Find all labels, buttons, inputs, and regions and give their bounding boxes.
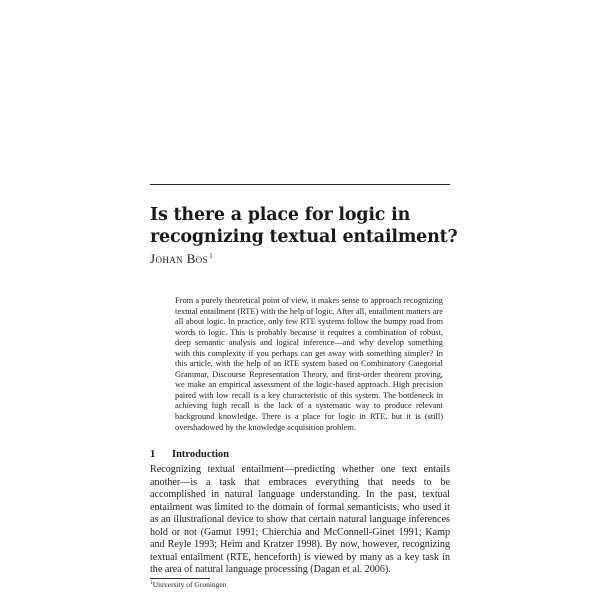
header-rule [150, 184, 450, 185]
section-title: Introduction [172, 449, 229, 460]
author-name: Johan Bos [150, 251, 209, 266]
author-footnote-mark: 1 [209, 252, 213, 260]
author-line [150, 251, 213, 267]
section-body: Recognizing textual entailment—predicting whether one text entails another—is a task that embraces everything that needs to be accomplished in natural language understanding. In the past, textual entailment was limited to the domain of formal semanticists, who used it as an illustrational device to show that certain natural language inferences hold or not (Gamut 1991; Chierchia and McConnell-Ginet 1991; Kamp and Reyle 1993; Heim and Kratzer 1998). By now, however, recognizing textual entailment (RTE, henceforth) is viewed by many as a key task in the area of natural language processing (Dagan et al. 2006). [150, 464, 450, 575]
abstract: From a purely theoretical point of view, it makes sense to approach recognizing textual entailment (RTE) with the help of logic. After all, entailment matters are all about logic. In practice, only few RTE systems follow the bumpy road from words to logic. This is probably because it requires a combination of robust, deep semantic analysis and logical inference—and why develop something with this complexity if you perhaps can get away with something simpler? In this article, with the help of an RTE system based on Combinatory Categorial Grammar, Discourse Representation Theory, and first-order theorem proving, we make an empirical assessment of the logic-based approach. High precision paired with low recall is a key characteristic of this system. The bottleneck in achieving high recall is the lack of a systematic way to produce relevant background knowledge. There is a place for logic in RTE, but it is (still) overshadowed by the knowledge acquisition problem. [175, 296, 443, 432]
footnote-text: University of Groningen [152, 580, 227, 589]
paper-title: Is there a place for logic in recognizing textual entailment? [150, 205, 458, 247]
section-number: 1 [150, 449, 156, 460]
footnote [150, 580, 227, 589]
footnote-rule [150, 578, 210, 579]
section-heading [150, 449, 229, 460]
footnote-mark: 1 [150, 580, 153, 586]
